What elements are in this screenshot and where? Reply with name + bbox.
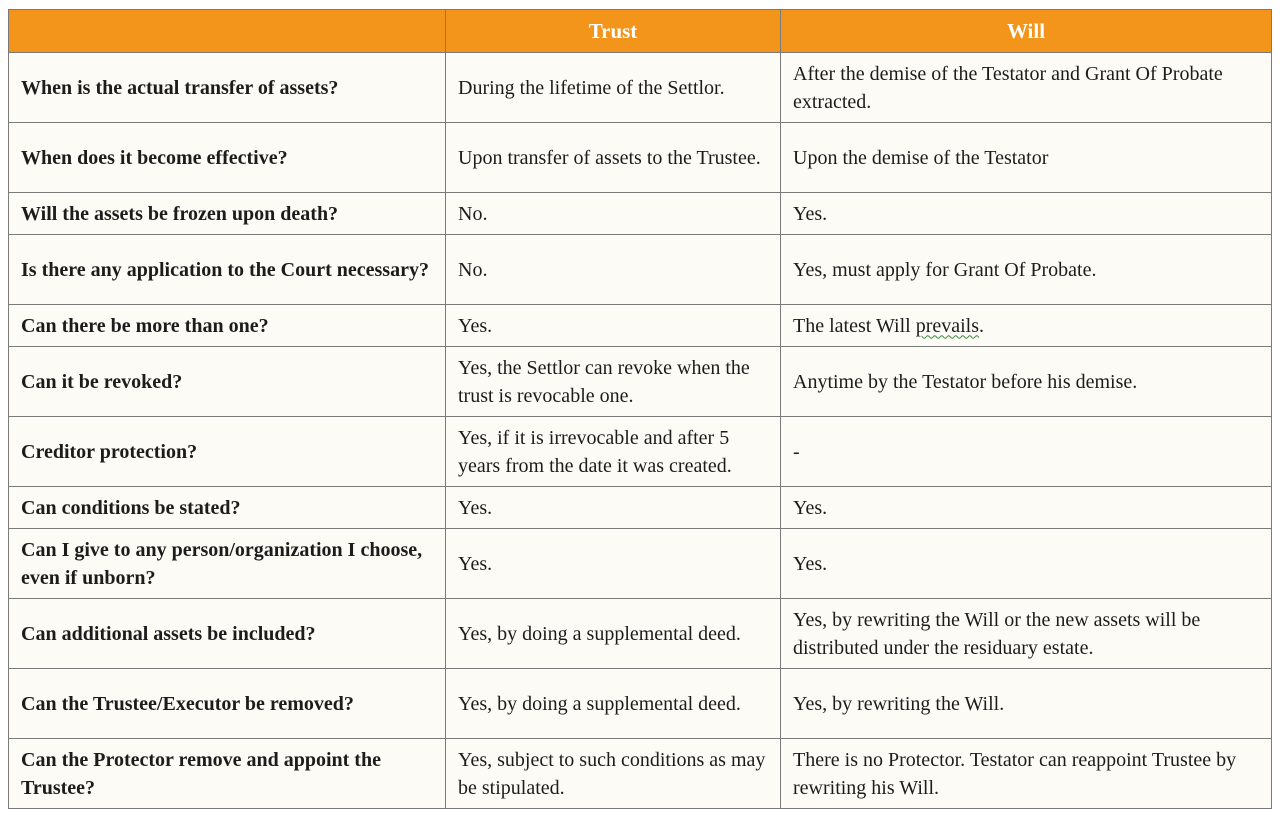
trust-cell: Yes. bbox=[446, 487, 781, 529]
question-cell: Will the assets be frozen upon death? bbox=[9, 193, 446, 235]
question-cell: Can conditions be stated? bbox=[9, 487, 446, 529]
table-row bbox=[9, 739, 1272, 809]
table-row bbox=[9, 123, 1272, 193]
trust-cell: No. bbox=[446, 235, 781, 305]
question-cell: Can I give to any person/organization I choose, even if unborn? bbox=[9, 529, 446, 599]
spellcheck-underlined-word: prevails bbox=[915, 314, 979, 337]
trust-cell: Yes, by doing a supplemental deed. bbox=[446, 599, 781, 669]
will-cell: Yes, by rewriting the Will. bbox=[781, 669, 1272, 739]
trust-cell: Yes, by doing a supplemental deed. bbox=[446, 669, 781, 739]
trust-vs-will-table bbox=[8, 9, 1272, 809]
will-cell: Upon the demise of the Testator bbox=[781, 123, 1272, 193]
will-cell bbox=[781, 305, 1272, 347]
question-cell: Can additional assets be included? bbox=[9, 599, 446, 669]
header-trust: Trust bbox=[446, 10, 781, 53]
header-will: Will bbox=[781, 10, 1272, 53]
trust-cell: Upon transfer of assets to the Trustee. bbox=[446, 123, 781, 193]
trust-cell: Yes. bbox=[446, 305, 781, 347]
trust-cell: Yes, subject to such conditions as may be stipulated. bbox=[446, 739, 781, 809]
trust-cell: During the lifetime of the Settlor. bbox=[446, 53, 781, 123]
table-row bbox=[9, 417, 1272, 487]
will-text-suffix: . bbox=[979, 314, 984, 337]
table-row bbox=[9, 347, 1272, 417]
question-cell: Can the Protector remove and appoint the Trustee? bbox=[9, 739, 446, 809]
will-cell: There is no Protector. Testator can reappoint Trustee by rewriting his Will. bbox=[781, 739, 1272, 809]
table-row bbox=[9, 529, 1272, 599]
table-row bbox=[9, 487, 1272, 529]
trust-cell: Yes, if it is irrevocable and after 5 years from the date it was created. bbox=[446, 417, 781, 487]
question-cell: Creditor protection? bbox=[9, 417, 446, 487]
header-blank-cell bbox=[9, 10, 446, 53]
will-cell: Yes, by rewriting the Will or the new assets will be distributed under the residuary estate. bbox=[781, 599, 1272, 669]
question-cell: Can it be revoked? bbox=[9, 347, 446, 417]
header-row bbox=[9, 10, 1272, 53]
table-row bbox=[9, 235, 1272, 305]
question-cell: Is there any application to the Court necessary? bbox=[9, 235, 446, 305]
table-row bbox=[9, 669, 1272, 739]
question-cell: Can there be more than one? bbox=[9, 305, 446, 347]
will-cell: Yes, must apply for Grant Of Probate. bbox=[781, 235, 1272, 305]
trust-cell: Yes. bbox=[446, 529, 781, 599]
table-row bbox=[9, 193, 1272, 235]
will-text-prefix: The latest Will bbox=[793, 314, 916, 337]
question-cell: When is the actual transfer of assets? bbox=[9, 53, 446, 123]
table-row bbox=[9, 599, 1272, 669]
question-cell: When does it become effective? bbox=[9, 123, 446, 193]
will-cell: Anytime by the Testator before his demise. bbox=[781, 347, 1272, 417]
table-row bbox=[9, 305, 1272, 347]
will-cell: Yes. bbox=[781, 487, 1272, 529]
will-cell: Yes. bbox=[781, 193, 1272, 235]
will-cell: After the demise of the Testator and Grant Of Probate extracted. bbox=[781, 53, 1272, 123]
trust-cell: No. bbox=[446, 193, 781, 235]
table-row bbox=[9, 53, 1272, 123]
trust-cell: Yes, the Settlor can revoke when the trust is revocable one. bbox=[446, 347, 781, 417]
question-cell: Can the Trustee/Executor be removed? bbox=[9, 669, 446, 739]
will-cell: - bbox=[781, 417, 1272, 487]
will-cell: Yes. bbox=[781, 529, 1272, 599]
